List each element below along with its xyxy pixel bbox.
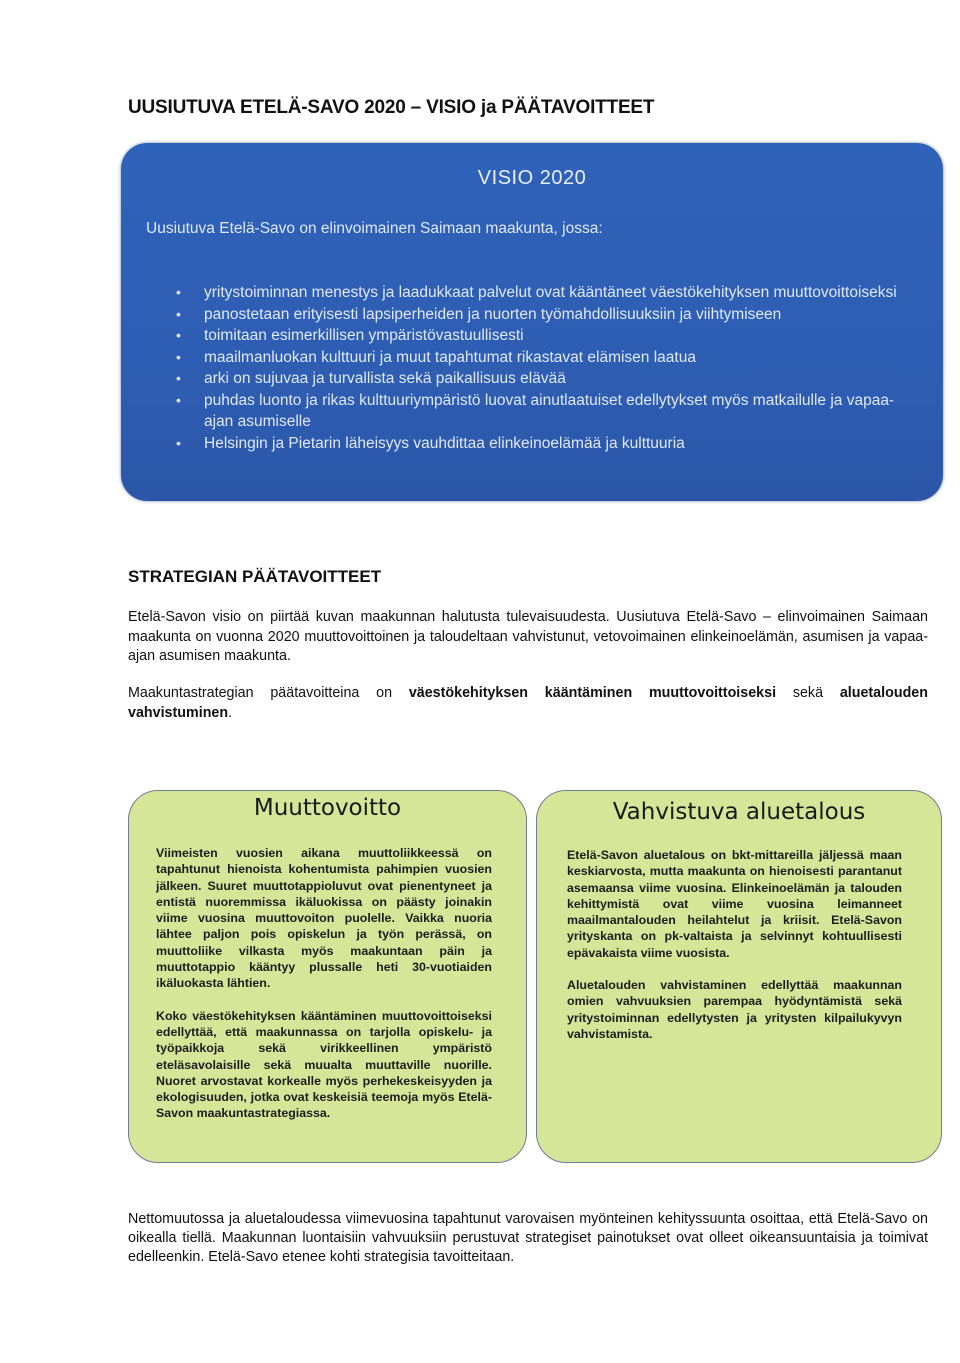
vision-bullet-text: arki on sujuvaa ja turvallista sekä paikallisuus elävää [204, 370, 566, 387]
strategy-paragraph-2 [128, 684, 928, 723]
bullet-icon: • [176, 434, 181, 451]
vision-box [121, 143, 943, 501]
vision-bullet-text: toimitaan esimerkillisen ympäristövastuullisesti [204, 327, 524, 344]
vision-title: VISIO 2020 [477, 167, 587, 189]
goal-population-growth: väestökehityksen kääntäminen muuttovoittoiseksi [408, 685, 777, 701]
paragraph-text: sekä [776, 685, 840, 701]
vision-bullet-item [176, 390, 921, 433]
bullet-icon: • [176, 305, 181, 322]
vision-bullet-text: yritystoiminnan menestys ja laadukkaat palvelut ovat kääntäneet väestökehityksen muuttovoittoiseksi [204, 284, 897, 301]
paragraph-text: . [228, 704, 233, 721]
bullet-icon: • [176, 327, 181, 343]
bullet-icon: • [176, 348, 181, 365]
vision-bullet-item [176, 325, 921, 347]
bullet-icon: • [176, 284, 181, 300]
vision-bullet-text: Helsingin ja Pietarin läheisyys vauhdittaa elinkeinoelämää ja kulttuuria [204, 434, 685, 452]
card-text: Aluetalouden vahvistaminen edellyttää maakunnan omien vahvuuksien parempaa hyödyntämistä sekä yritystoiminnan edellytysten ja yritysten kilpailukyvyn vahvistamista. [567, 978, 902, 1041]
card-title: Muuttovoitto [253, 795, 402, 821]
vision-bullet-item [176, 368, 921, 390]
bullet-icon: • [176, 370, 181, 386]
vision-bullet-list [176, 282, 921, 454]
goal-regional-economy: aluetalouden vahvistuminen [128, 685, 928, 721]
document-title: UUSIUTUVA ETELÄ-SAVO 2020 – VISIO ja PÄÄTAVOITTEET [128, 97, 655, 118]
vision-bullet-item [176, 347, 921, 369]
strategy-heading: STRATEGIAN PÄÄTAVOITTEET [128, 567, 382, 586]
vision-bullet-item [176, 433, 921, 455]
vision-intro: Uusiutuva Etelä-Savo on elinvoimainen Saimaan maakunta, jossa: [146, 220, 603, 237]
card-net-migration [128, 790, 527, 1163]
vision-bullet-text: panostetaan erityisesti lapsiperheiden ja nuorten työmahdollisuuksiin ja viihtymiseen [204, 305, 782, 323]
strategy-paragraph-1: Etelä-Savon visio on piirtää kuvan maakunnan halutusta tulevaisuudesta. Uusiutuva Etelä-Savo – elinvoimainen Saimaan maakunta on vuonna 2020 muuttovoittoinen ja taloudeltaan vahvistunut, vetovoimainen elinkeinoelämän, asumisen ja vapaa-ajan asumisen maakunta. [128, 609, 928, 664]
bullet-icon: • [176, 391, 181, 408]
vision-bullet-item [176, 282, 921, 304]
card-text: Koko väestökehityksen kääntäminen muuttovoittoiseksi edellyttää, että maakunnassa on tarjolla opiskelu- ja työpaikkoja sekä virikkeellinen ympäristö eteläsavolaisille sekä muualta muuttaville nuorille. Nuoret arvostavat korkealle myös perhekeskeisyyden ja ekologisuuden, jotka ovat keskeisiä teemoja myös Etelä-Savon maakuntastrategiassa. [156, 1008, 492, 1121]
card-text: Etelä-Savon aluetalous on bkt-mittareilla jäljessä maan keskiarvosta, mutta maakunta on hienoisesti parantanut asemaansa viime vuosina. Elinkeinoelämän ja talouden kehittymistä ovat viime vuosina leimanneet maailmantalouden heilahtelut ja kriisit. Etelä-Savon yrityskanta on pk-valtaista ja selvinnyt kohtuullisesti epävakaista viime vuosista. [567, 848, 902, 960]
vision-bullet-text: puhdas luonto ja rikas kulttuuriympäristö luovat ainutlaatuiset edellytykset myös matkailulle ja vapaa-ajan asumiselle [204, 391, 895, 430]
card-regional-economy [536, 790, 942, 1163]
card-title: Vahvistuva aluetalous [612, 799, 866, 825]
card-text: Viimeisten vuosien aikana muuttoliikkeessä on tapahtunut hienoista kohentumista pahimpien vuosien jälkeen. Suuret muuttotappioluvut ovat pienentyneet ja entistä nuoremmissa ikäluokissa on päästy joinakin viime vuosina muuttovoiton puolelle. Vaikka nuoria lähtee paljon pois opiskelun ja työn perässä, on muuttoliike vilkasta myös maakuntaan päin ja muuttotappio kääntyy plussalle heti 30-vuotiaiden ikäluokasta lähtien. [156, 846, 492, 991]
conclusion-paragraph: Nettomuutossa ja aluetaloudessa viimevuosina tapahtunut varovaisen myönteinen kehityssuunta osoittaa, että Etelä-Savo on oikealla tiellä. Maakunnan luontaisiin vahvuuksiin perustuvat strategiset painotukset ovat olleet oikeansuuntaisia ja toimivat edelleenkin. Etelä-Savo etenee kohti strategisia tavoitteitaan. [128, 1211, 928, 1265]
vision-bullet-text: maailmanluokan kulttuuri ja muut tapahtumat rikastavat elämisen laatua [204, 348, 696, 366]
vision-bullet-item [176, 304, 921, 326]
paragraph-text: Maakuntastrategian päätavoitteina on [128, 685, 409, 701]
